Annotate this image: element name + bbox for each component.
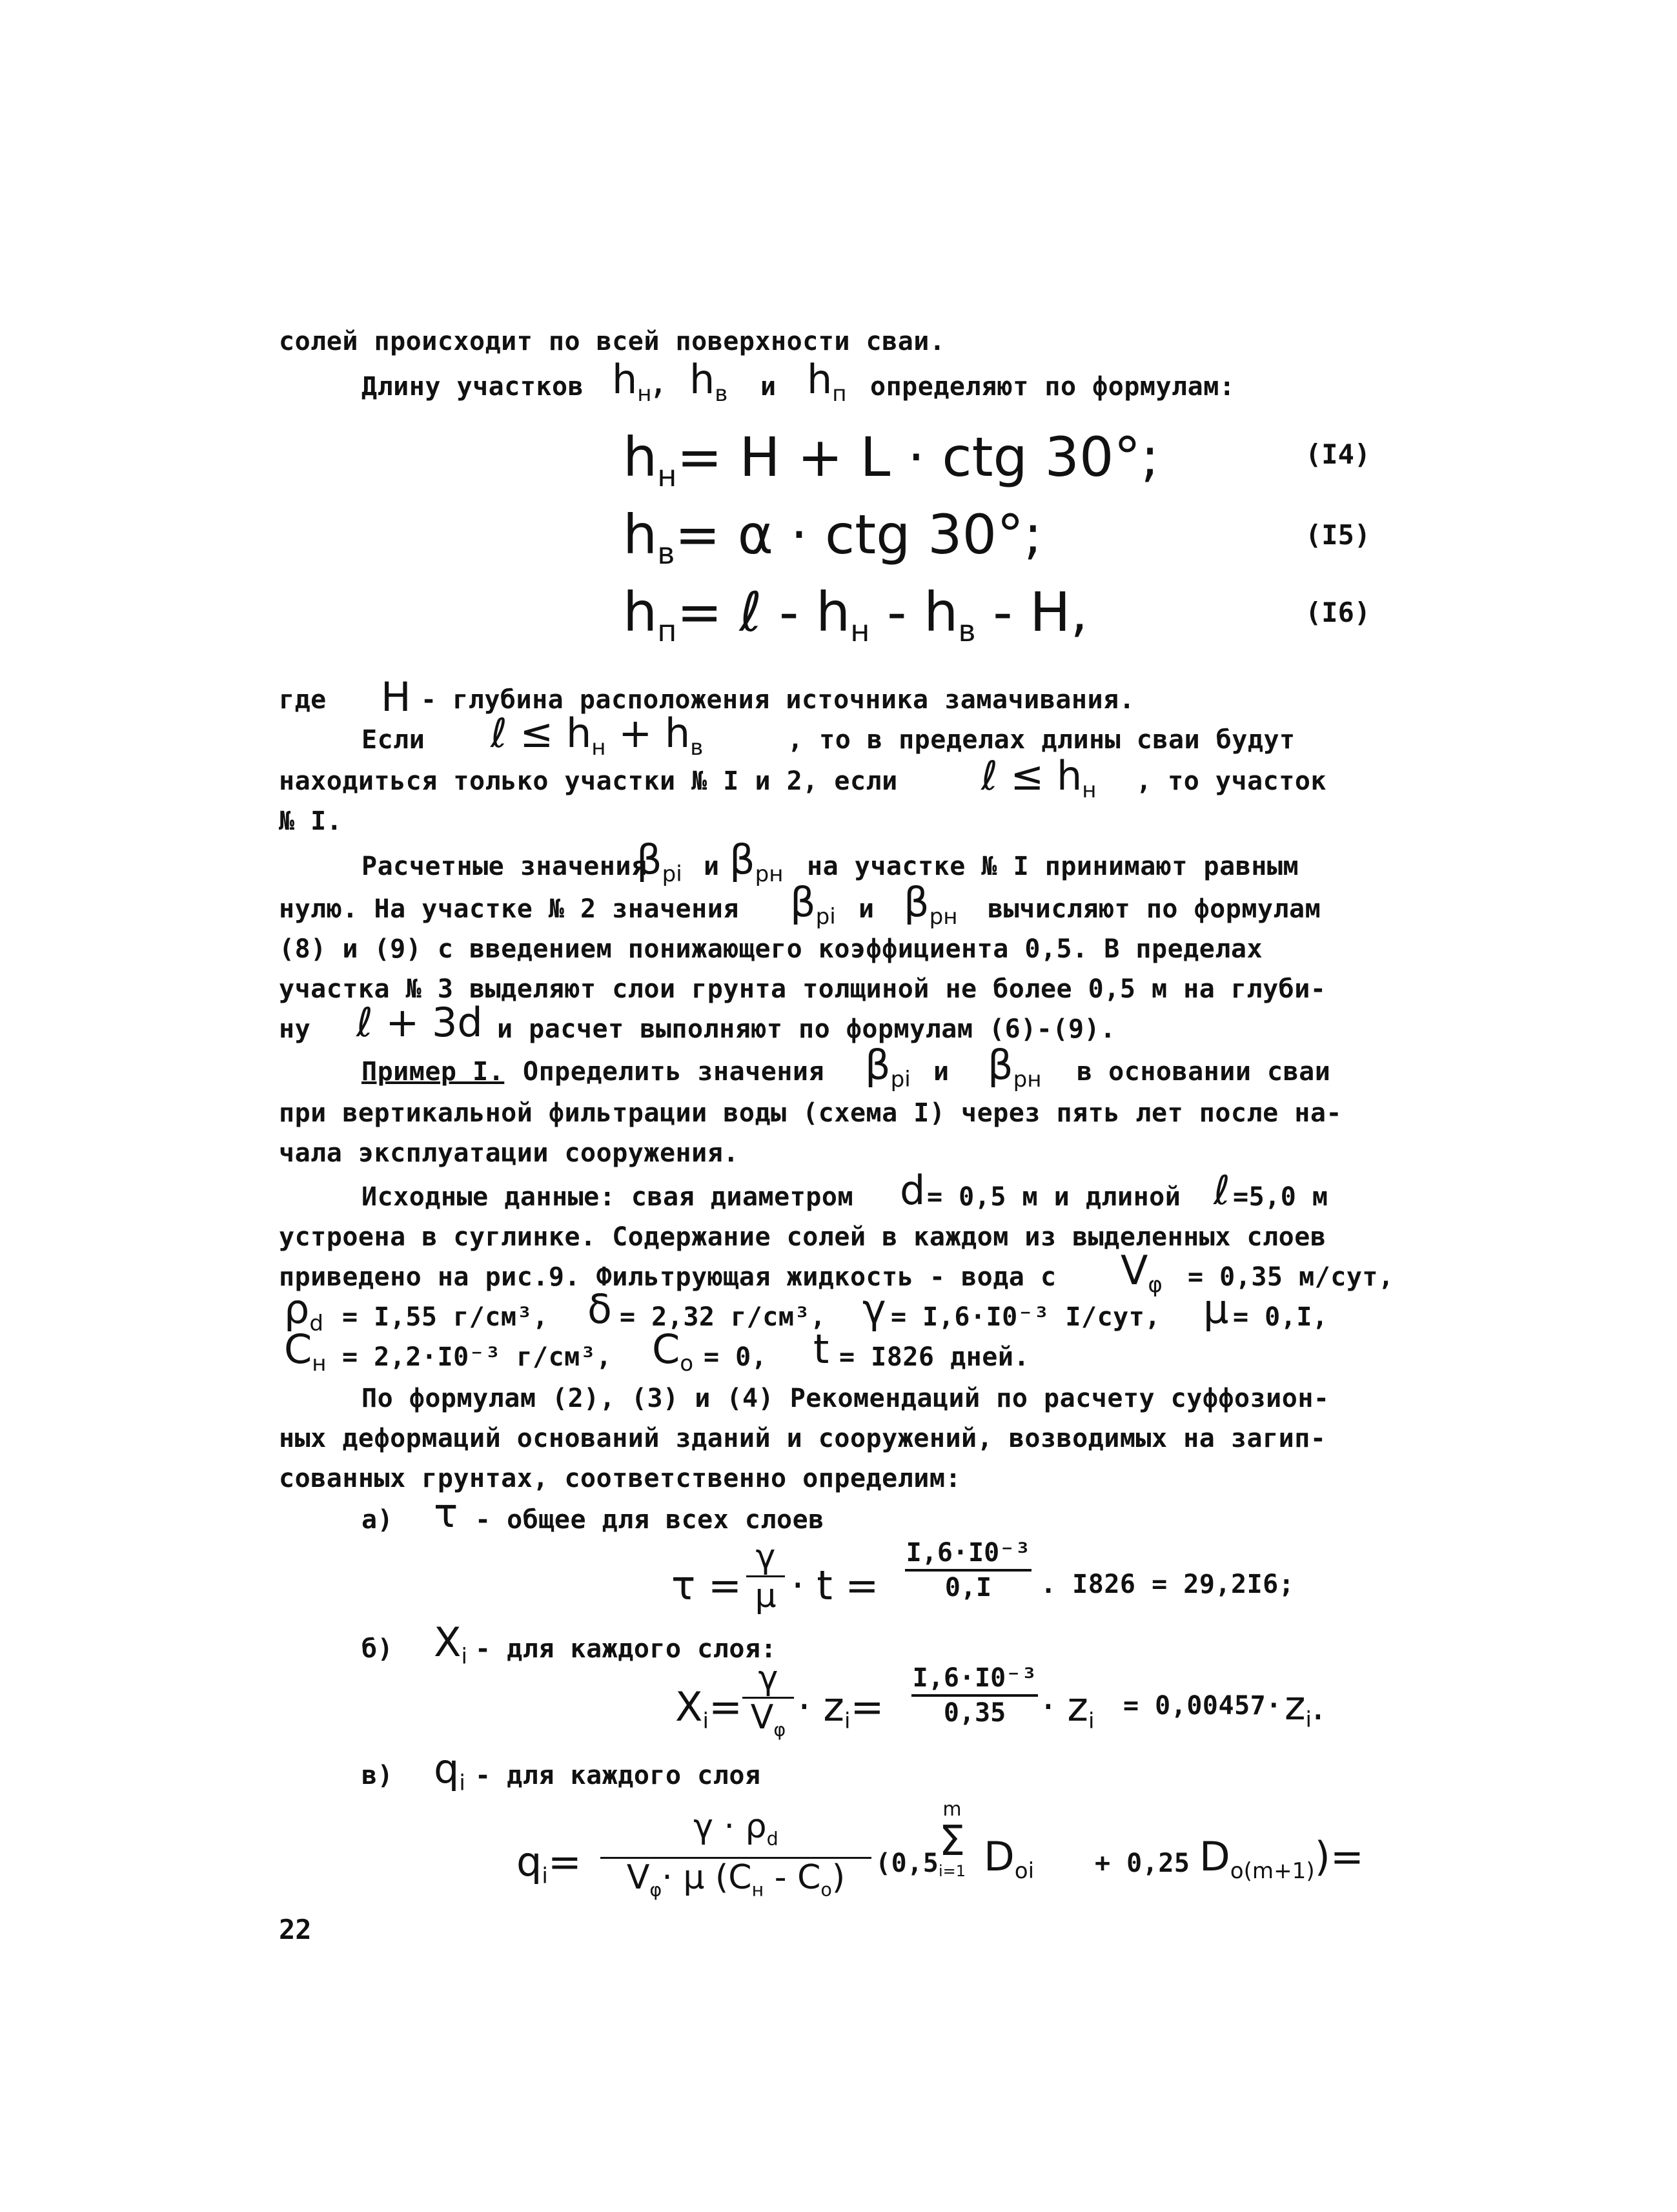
list-label: в) (361, 1761, 394, 1790)
text-line: вычисляют по формулам (988, 894, 1321, 924)
symbol-d-om1: $D_{o(m+1)})=$ (1199, 1833, 1364, 1884)
symbol-q-i: $q_i$ (434, 1745, 465, 1796)
text-line: ну (279, 1014, 311, 1044)
sum-symbol: m Σ i=1 (938, 1798, 966, 1880)
symbol-beta-pi: $\beta_{pi}$ (636, 836, 682, 887)
symbol-t: t (813, 1326, 829, 1373)
equation-15: $h_в= \alpha$ · ctg 30°; (623, 503, 1042, 571)
text-line: = I,55 г/см³, (342, 1302, 549, 1332)
text-line: - для каждого слоя: (475, 1634, 777, 1664)
symbol-H: H (381, 673, 411, 721)
text-line: Определить значения (523, 1057, 825, 1087)
text-line: солей происходит по всей поверхности сваи. (279, 327, 946, 356)
equation-number: (I6) (1305, 597, 1371, 628)
page-number: 22 (279, 1914, 312, 1945)
text-line: где (279, 685, 327, 715)
symbol-h-n: $h_н$, (612, 356, 665, 407)
inequality-1: ℓ ≤ $h_н + h_в$ (491, 710, 704, 761)
x-z-final: $z_i$. (1285, 1682, 1325, 1733)
text-line: = 0,35 м/сут, (1188, 1262, 1394, 1292)
symbol-mu: μ (1203, 1285, 1229, 1333)
text-line: Исходные данные: свая диаметром (361, 1182, 854, 1212)
symbol-beta-pi: $\beta_{pi}$ (790, 879, 836, 930)
text-line: приведено на рис.9. Фильтрующая жидкость - вода с (279, 1262, 1057, 1292)
symbol-beta-pn: $\beta_{pн}$ (988, 1041, 1042, 1092)
text-line: нулю. На участке № 2 значения (279, 894, 739, 924)
fraction-tau-value: I,6·I0⁻³ 0,I (906, 1538, 1031, 1603)
tau-result: . I826 = 29,2I6; (1041, 1570, 1295, 1599)
symbol-d: d (900, 1167, 926, 1214)
text-line: - для каждого слоя (475, 1761, 761, 1790)
equation-number: (I4) (1305, 438, 1371, 470)
symbol-l: ℓ (1214, 1167, 1230, 1214)
text-line: и (760, 372, 777, 402)
text-line: сованных грунтах, соответственно определим: (279, 1464, 962, 1493)
text-line: =5,0 м (1233, 1182, 1328, 1212)
symbol-l-3d: ℓ + 3d (356, 999, 483, 1046)
x-lhs: $X_i=$ (675, 1683, 742, 1734)
symbol-delta: δ (587, 1285, 612, 1333)
text-line: = I,6·I0⁻³ I/сут, (891, 1302, 1161, 1332)
example-label: Пример I. (361, 1057, 505, 1087)
list-label: б) (361, 1634, 394, 1664)
text-line: устроена в суглинке. Содержание солей в каждом из выделенных слоев (279, 1222, 1326, 1252)
symbol-beta-pn: $\beta_{pн}$ (729, 836, 784, 887)
text-line: - глубина расположения источника замачивания. (421, 685, 1135, 715)
text-line: ных деформаций оснований зданий и сооружений, возводимых на загип- (279, 1424, 1326, 1453)
fraction-gamma-mu: γ μ (746, 1538, 785, 1615)
tau-lhs: τ = (671, 1562, 742, 1609)
equation-number: (I5) (1305, 519, 1371, 551)
text-line: , то в пределах длины сваи будут (788, 725, 1296, 755)
text-line: , то участок (1136, 766, 1326, 796)
text-line: Длину участков (361, 372, 584, 402)
text-line: участка № 3 выделяют слои грунта толщиной не более 0,5 м на глуби- (279, 974, 1326, 1004)
symbol-h-v: $h_в$ (689, 356, 728, 407)
text-line: чала эксплуатации сооружения. (279, 1138, 739, 1168)
q-lhs: $q_i=$ (516, 1838, 582, 1889)
text-line: и (704, 852, 720, 881)
symbol-c-0: $C_o$ (652, 1326, 694, 1377)
text-line: = 0,5 м и длиной (927, 1182, 1181, 1212)
text-line: № I. (279, 806, 343, 836)
text-line: и расчет выполняют по формулам (6)-(9). (497, 1014, 1116, 1044)
fraction-q: $\gamma \cdot \rho_d$ $V_\varphi\cdot \mu$ $(C_н - C_o)$ (600, 1808, 871, 1909)
x-times-z: · $z_i=$ (798, 1683, 884, 1734)
text-line: (8) и (9) с введением понижающего коэффициента 0,5. В пределах (279, 934, 1263, 964)
equation-16: $h_п=$ ℓ - $h_н - h_в$ - H, (623, 580, 1088, 649)
text-line: По формулам (2), (3) и (4) Рекомендаций по расчету суффозион- (361, 1384, 1330, 1413)
text-line: - общее для всех слоев (475, 1505, 824, 1535)
symbol-d-oi: $D_{oi}$ (984, 1833, 1035, 1884)
text-line: Расчетные значения (361, 852, 647, 881)
fraction-gamma-vf: γ $V_\varphi$ (742, 1659, 794, 1748)
text-line: в основании сваи (1077, 1057, 1331, 1087)
text-line: и (859, 894, 875, 924)
text-line: Если (361, 725, 425, 755)
symbol-beta-pi: $\beta_{pi}$ (865, 1041, 911, 1092)
text-line: = 2,32 г/см³, (620, 1302, 826, 1332)
q-mid: (0,5 (875, 1848, 939, 1878)
symbol-beta-pn: $\beta_{pн}$ (904, 879, 958, 930)
symbol-v-f: $V_\varphi$ (1121, 1247, 1163, 1298)
text-line: определяют по формулам: (870, 372, 1235, 402)
x-times-z2: · $z_i$ (1042, 1683, 1095, 1734)
symbol-x-i: $X_i$ (434, 1619, 467, 1670)
symbol-h-p: $h_п$ (807, 356, 847, 407)
symbol-rho-d: $\rho_d$ (284, 1285, 323, 1336)
text-line: = 0, (704, 1342, 767, 1372)
symbol-tau: τ (434, 1490, 458, 1537)
text-line: находиться только участки № I и 2, если (279, 766, 898, 796)
fraction-x-value: I,6·I0⁻³ 0,35 (912, 1663, 1037, 1728)
text-line: на участке № I принимают равным (807, 852, 1299, 881)
inequality-2: ℓ ≤ $h_н$ (981, 752, 1097, 803)
list-label: а) (361, 1505, 394, 1535)
symbol-c-n: $C_н$ (284, 1326, 327, 1377)
text-line: при вертикальной фильтрации воды (схема I) через пять лет после на- (279, 1098, 1342, 1128)
text-line: и (933, 1057, 950, 1087)
equation-14: $h_н= H + L$ · ctg 30°; (623, 425, 1159, 494)
tau-times-t: · t = (791, 1562, 879, 1609)
text-line: = 0,I, (1233, 1302, 1328, 1332)
text-line: = I826 дней. (839, 1342, 1030, 1372)
symbol-gamma: γ (862, 1285, 886, 1333)
x-result: = 0,00457· (1123, 1691, 1282, 1721)
q-plus: + 0,25 (1095, 1848, 1190, 1878)
text-line: = 2,2·I0⁻³ г/см³, (342, 1342, 612, 1372)
